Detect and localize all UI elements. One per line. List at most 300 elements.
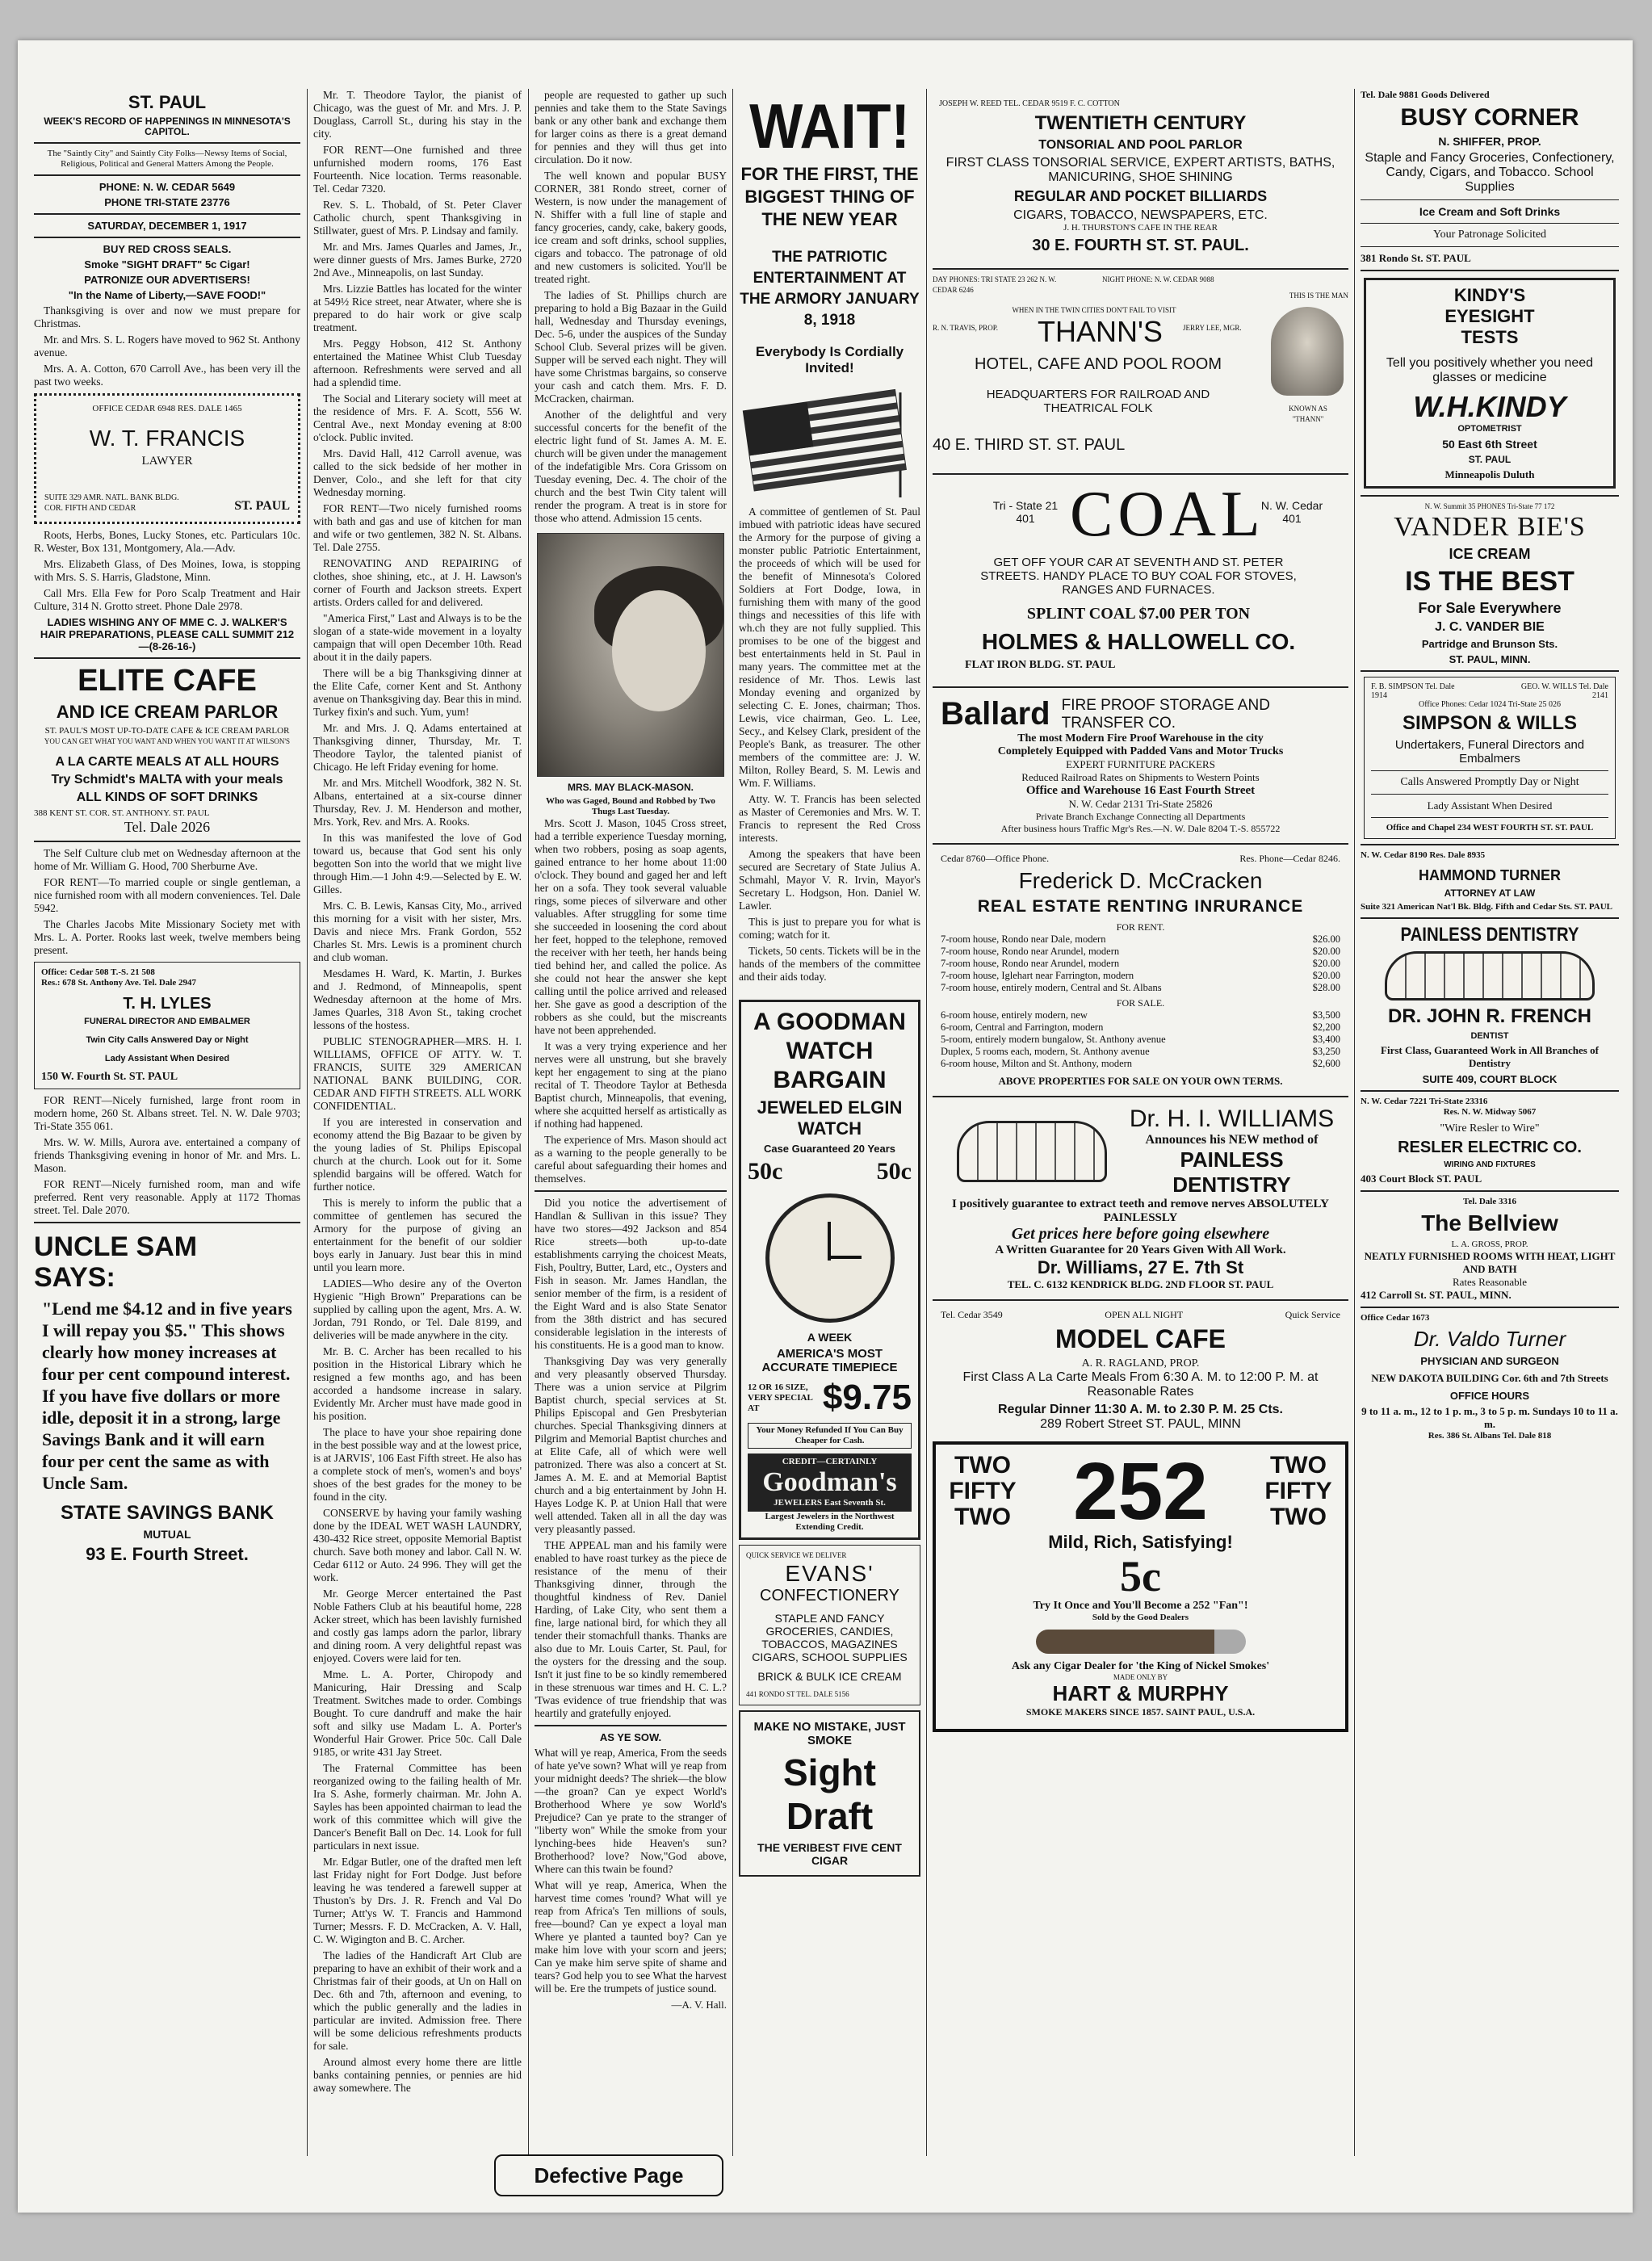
coal-ad [933,480,1348,682]
property-desc: Duplex, 5 rooms each, modern, St. Anthony avenue [941,1046,1150,1057]
cigar-since: SMOKE MAKERS SINCE 1857. SAINT PAUL, U.S.A. [1025,1706,1256,1718]
kindy-tests: TESTS [1461,327,1519,347]
elite-cafe-title: ELITE CAFE [78,664,257,698]
kindy-tell: Tell you positively whether you need glasses or medicine [1386,356,1594,384]
ballard-equipped: Completely Equipped with Padded Vans and Motor Trucks [997,745,1284,757]
francis-name: W. T. FRANCIS [89,426,245,451]
valdo-turner-hours-title: OFFICE HOURS [1449,1390,1530,1402]
cigar-252-ad [933,1441,1348,1732]
news-item: Mrs. Elizabeth Glass, of Des Moines, Iowa, is stopping with Mrs. S. S. Harris, Gladstone, Minn. [34,558,300,583]
evans-goods: STAPLE AND FANCY GROCERIES, CANDIES, TOBACCOS, MAGAZINES CIGARS, SCHOOL SUPPLIES [752,1612,908,1663]
simpson-wills-ad [1364,677,1616,839]
model-cafe-open: OPEN ALL NIGHT [1105,1309,1184,1320]
williams-painless: PAINLESS DENTISTRY [1172,1147,1291,1197]
model-cafe-name: MODEL CAFE [1055,1324,1226,1353]
francis-city: ST. PAUL [234,499,290,513]
news-item: FOR RENT—One furnished and three unfurnished modern rooms, 176 East Fourteenth. Nice location. Terms reasonable. Tel. Cedar 7320. [313,144,522,195]
property-row [941,946,1340,958]
column-3 [535,89,727,2011]
masthead-sub: WEEK'S RECORD OF HAPPENINGS IN MINNESOTA'S CAPITOL. [44,115,291,137]
news-item: THE APPEAL man and his family were enabled to have roast turkey as the piece de resistance of the menu of their Thanksgiving dinner, through the thoughtful kindness of Rev. Daniel Harding, of Lake City, who sent them a fine, large national bird, for which they all tender their stomachfull thanks. Thanks are also due to Mr. Louis Carter, St. Paul, for the oysters for the dressing and the soup. Isn't it just fine to be so kindly remembered in these strenuous war times and H. C. L.? 'Twas evidence of true friendship that was heartily and gratefully enjoyed. [535,1539,727,1719]
valdo-turner-title: PHYSICIAN AND SURGEON [1420,1355,1559,1367]
evans-icecream: BRICK & BULK ICE CREAM [757,1670,902,1683]
news-item: Mrs. David Hall, 412 Carroll avenue, was called to the sick bedside of her mother in Denver, Colo., and she left for that city Wednesday morning. [313,447,522,498]
news-item: The well known and popular BUSY CORNER, 381 Rondo street, corner of Western, is now under the management of N. Shiffer with a full line of staple and fancy groceries, candy, cake, bakery goods, ice cream and soft drinks, school supplies, cigars and tobacco. The patronage of old and new customers is solicited. You'll be treated right. [535,170,727,285]
vanderbie-sale: For Sale Everywhere [1418,600,1562,616]
property-row [941,1058,1340,1070]
thanns-this-man: THIS IS THE MAN [1289,292,1348,300]
news-item: This is merely to inform the public that a committee of gentlemen has secured the Armory for the purpose of giving an entertainment for the benefit of our soldier boys early in January. Just bear this in mind until you learn more. [313,1197,522,1273]
francis-address: SUITE 329 AMR. NATL. BANK BLDG. COR. FIFTH AND CEDAR [44,493,179,513]
thanns-address: 40 E. THIRD ST. ST. PAUL [933,436,1126,454]
kindy-ad [1364,278,1616,489]
williams-prices: Get prices here before going elsewhere [1011,1225,1270,1243]
poem-stanza: What will ye reap, America, From the seeds of hate ye've sown? What will ye reap from your midnight deeds? The shriek—the blow—the groan? Can ye expect World's Brotherhood Where ye sow World's Prejudice? Can ye prate to the stranger of "liberty won" While the smoke from your lynching-bees hide Heaven's sun? Brotherhood? love? Now,"God above, Where can this twain be found? [535,1747,727,1875]
simpson-phone: F. B. SIMPSON Tel. Dale 1914 [1371,682,1455,700]
portrait-caption: MRS. MAY BLACK-MASON. [567,782,694,793]
french-work: First Class, Guaranteed Work in All Branches of Dentistry [1381,1044,1599,1069]
vanderbie-owner: J. C. VANDER BIE [1435,620,1545,634]
mccracken-terms: ABOVE PROPERTIES FOR SALE ON YOUR OWN TERMS. [998,1075,1283,1087]
mccracken-name: Frederick D. McCracken [1018,868,1263,893]
evans-ad [739,1545,920,1705]
invited-line: Everybody Is Cordially Invited! [755,344,904,375]
williams-address: Dr. Williams, 27 E. 7th St [1037,1257,1244,1277]
news-item: In this was manifested the love of God toward us, because that God sent his only begotten Son into the world that we might live through Him.—1 John 4:9.—Selected by E. W. Gilles. [313,832,522,896]
ballard-branch: Private Branch Exchange Connecting all Departments [1035,811,1246,822]
property-row [941,1046,1340,1058]
valdo-turner-res: Res. 386 St. Albans Tel. Dale 818 [1428,1431,1552,1441]
phone-nw: PHONE: N. W. CEDAR 5649 [99,181,236,193]
bellview-tel: Tel. Dale 3316 [1463,1197,1516,1206]
news-item: Rev. S. L. Thobald, of St. Peter Claver Catholic church, spent Thanksgiving in Stillwater, guest of Mrs. P. Lindsay and family. [313,199,522,237]
bellview-prop: L. A. GROSS, PROP. [1451,1240,1528,1249]
model-cafe-address: 289 Robert Street ST. PAUL, MINN [1040,1417,1241,1431]
news-item: Mr. George Mercer entertained the Past Noble Fathers Club at his beautiful home, 228 Acker street, which has been lavishly furnished and costly gas lamps adorn the parlor, library and dining room. A very delightful repast was enjoyed. Covers were laid for ten. [313,1588,522,1664]
news-item: Around almost every home there are little banks containing pennies, or pennies are hid away somewhere. The [313,2056,522,2094]
elite-cafe-meals: A LA CARTE MEALS AT ALL HOURS [55,755,279,769]
property-price: $3,500 [1312,1009,1340,1021]
news-item: FOR RENT—Nicely furnished, large front room in modern home, 260 St. Albans street. Tel. N. W. Dale 9703; Tri-State 355 061. [34,1094,300,1132]
francis-title: LAWYER [141,455,193,468]
kindy-eyesight: EYESIGHT [1444,306,1535,326]
goodman-refund: Your Money Refunded If You Can Buy Cheaper for Cash. [748,1423,912,1449]
news-item: FOR RENT—Two nicely furnished rooms with bath and gas and use of kitchen for man and wife or two gentlemen, 382 N. St. Albans. Tel. Dale 2755. [313,502,522,553]
busy-corner-name: BUSY CORNER [1400,104,1579,131]
mccracken-business: REAL ESTATE RENTING INRURANCE [977,897,1304,916]
mccracken-for-sale: FOR SALE. [1116,997,1165,1009]
resler-slogan: "Wire Resler to Wire" [1440,1122,1540,1135]
busy-corner-patronage: Your Patronage Solicited [1432,229,1547,241]
vanderbie-best: IS THE BEST [1405,566,1574,597]
cigar-ask: Ask any Cigar Dealer for 'the King of Nickel Smokes' [1011,1660,1270,1672]
property-desc: 7-room house, Rondo near Arundel, modern [941,946,1120,957]
property-desc: 7-room house, entirely modern, Central and St. Albans [941,982,1162,993]
news-item: Mrs. C. B. Lewis, Kansas City, Mo., arrived this morning for a visit with her sister, Mrs. Davis and niece Mrs. Frank Gordon, 552 Charles St. Mrs. Lewis is a prominent church and club woman. [313,900,522,963]
goodman-guarantee: Case Guaranteed 20 Years [763,1143,896,1155]
sight-draft-note: Smoke "SIGHT DRAFT" 5c Cigar! [84,258,250,271]
model-cafe-prop: A. R. RAGLAND, PROP. [1081,1357,1200,1370]
francis-ad [34,393,300,524]
wait-headline: WAIT! [749,90,910,162]
property-price: $3,400 [1312,1034,1340,1045]
column-6 [1361,89,1619,1441]
cigar-made: MADE ONLY BY [1113,1673,1168,1681]
coal-directions: GET OFF YOUR CAR AT SEVENTH AND ST. PETER STREETS. HANDY PLACE TO BUY COAL FOR STOVES, RANGES AND FURNACES. [980,556,1297,597]
tc-cafe: J. H. THURSTON'S CAFE IN THE REAR [1063,223,1218,233]
goodman-price-left: 50c [748,1158,783,1185]
rent-list [941,933,1340,994]
property-desc: 7-room house, Iglehart near Farrington, modern [941,970,1134,981]
goodman-largest: Largest Jewelers in the Northwest Extending Credit. [765,1512,895,1532]
property-price: $3,250 [1312,1046,1340,1057]
coal-title: COAL [1070,479,1265,550]
patronize-note: PATRONIZE OUR ADVERTISERS! [84,274,250,286]
tc-services: FIRST CLASS TONSORIAL SERVICE, EXPERT ARTISTS, BATHS, MANICURING, SHOE SHINING [945,156,1335,184]
poem-title: AS YE SOW. [599,1731,662,1743]
goodman-watch: WATCH [786,1038,874,1064]
wills-phone: GEO. W. WILLS Tel. Dale 2141 [1520,682,1608,700]
masthead-desc: The "Saintly City" and Saintly City Folks—Newsy Items of Social, Religious, Political and General Matters Among the People. [47,149,287,169]
kindy-city: ST. PAUL [1468,454,1512,465]
mccracken-for-rent: FOR RENT. [1116,921,1165,933]
news-item: This is just to prepare you for what is coming; watch for it. [739,916,920,941]
news-item: Mr. and Mrs. S. L. Rogers have moved to 962 St. Anthony avenue. [34,333,300,359]
coal-tristate: Tri - State 21 401 [992,499,1059,525]
column-1 [34,89,300,1568]
ballard-rates: Reduced Railroad Rates on Shipments to Western Points [1021,771,1260,783]
cigar-two-fifty-two-right: TWO FIFTY TWO [1264,1452,1332,1530]
lyles-calls: Twin City Calls Answered Day or Night [86,1035,249,1045]
williams-dentist-ad [933,1102,1348,1294]
news-item: Call Mrs. Ella Few for Poro Scalp Treatment and Hair Culture, 314 N. Grotto street. Phone Dale 2978. [34,587,300,612]
resler-phones: N. W. Cedar 7221 Tri-State 23316 [1361,1097,1488,1106]
news-item: Atty. W. T. Francis has been selected as Master of Ceremonies and Mrs. W. T. Francis to represent the Red Cross interests. [739,793,920,844]
williams-tel: TEL. C. 6132 KENDRICK BLDG. 2ND FLOOR ST. PAUL [1007,1278,1274,1290]
williams-name: Dr. H. I. WILLIAMS [1129,1105,1335,1132]
wait-sub: FOR THE FIRST, THE BIGGEST THING OF THE NEW YEAR [740,164,919,229]
property-price: $26.00 [1312,933,1340,945]
mccracken-ad [933,849,1348,1091]
ballard-packers: EXPERT FURNITURE PACKERS [1066,758,1215,770]
sw-services: Undertakers, Funeral Directors and Embalmers [1394,738,1585,766]
lyles-office: Office: Cedar 508 T.-S. 21 508 [41,967,155,977]
cigar-try: Try It Once and You'll Become a 252 "Fan"! [1033,1600,1248,1612]
column-5 [933,89,1348,1732]
news-item: Another of the delightful and very successful concerts for the benefit of the electric light fund of St. James A. M. E. church will be given under the management of the indefatigible Mrs. Cora Grissom on Tuesday evening, Dec. 4. The choir of the church and the best Twin City talent will render the program. A treat is in store for those who attend. Admission 15 cents. [535,409,727,524]
vanderbie-icecream: ICE CREAM [1449,546,1531,562]
goodman-price: $9.75 [822,1378,912,1417]
thanns-day-phones: DAY PHONES: TRI STATE 23 262 N. W. CEDAR 6246 [933,275,1057,294]
twentieth-century-ad [933,94,1348,263]
property-desc: 6-room house, Milton and St. Anthony, modern [941,1058,1133,1069]
cigar-252: 252 [1073,1446,1208,1537]
property-desc: 5-room, entirely modern bungalow, St. Anthony avenue [941,1034,1166,1045]
property-price: $28.00 [1312,982,1340,993]
french-name: DR. JOHN R. FRENCH [1387,1005,1591,1027]
tc-billiards: REGULAR AND POCKET BILLIARDS [1013,188,1268,204]
lyles-title: FUNERAL DIRECTOR AND EMBALMER [84,1017,250,1026]
resler-wiring: WIRING AND FIXTURES [1444,1160,1536,1169]
vanderbie-phones: N. W. Summit 35 PHONES Tri-State 77 172 [1424,502,1555,510]
turner-name: HAMMOND TURNER [1419,867,1561,883]
news-item: people are requested to gather up such pennies and take them to the State Savings bank or any other bank and exchange them for larger coins as there is a great demand for pennies and they will thus get into circulation. Do it now. [535,89,727,166]
elite-cafe-line: YOU CAN GET WHAT YOU WANT AND WHEN YOU WANT IT AT WILSON'S [44,737,291,745]
tc-name: TWENTIETH CENTURY [1034,112,1247,134]
resler-name: RESLER ELECTRIC CO. [1398,1139,1582,1156]
tc-top: JOSEPH W. REED TEL. CEDAR 9519 F. C. COTTON [939,99,1120,108]
news-item: FOR RENT—Nicely furnished room, man and wife preferred. Rent very reasonable. Apply at 1172 Thomas street. Tel. Dale 2070. [34,1178,300,1216]
news-item: Thanksgiving is over and now we must prepare for Christmas. [34,304,300,329]
ballard-after: After business hours Traffic Mgr's Res.—N. W. Dale 8204 T.-S. 855722 [1000,823,1281,834]
newspaper-page [18,40,1633,2213]
thanns-visit: WHEN IN THE TWIN CITIES DON'T FAIL TO VISIT [1012,306,1176,314]
masthead: ST. PAUL [128,92,207,112]
ballard-office: Office and Warehouse 16 East Fourth Street [1025,784,1256,797]
uncle-sam-title: UNCLE SAM [34,1231,198,1262]
ballard-name: Ballard [941,696,1050,732]
coal-nw: N. W. Cedar 401 [1260,499,1323,525]
coal-company: HOLMES & HALLOWELL CO. [981,629,1296,654]
uncle-sam-says: SAYS: [34,1262,115,1293]
bank-name: STATE SAVINGS BANK [60,1502,274,1524]
kindy-branches: Minneapolis Duluth [1444,468,1535,480]
vanderbie-city: ST. PAUL, MINN. [1449,653,1531,665]
news-item: The Charles Jacobs Mite Missionary Society met with Mrs. L. A. Porter. Rooks last week, twelve members being present. [34,918,300,956]
turner-title: ATTORNEY AT LAW [1444,887,1536,899]
coal-price: SPLINT COAL $7.00 PER TON [1026,605,1251,623]
news-item: The Self Culture club met on Wednesday afternoon at the home of Mr. William G. Hood, 700 Sherburne Ave. [34,847,300,872]
news-item: Did you notice the advertisement of Handlan & Sullivan in this issue? They have two stores—492 Jackson and 854 Rice streets—both up-to-date establishments carrying the choicest Meats, Fish, Poultry, Butter, Lard, etc., Oysters and Fish in season. Mr. James Handlan, the senior member of the firm, is a resident of the Eight Ward and is also State Senator from the 38th district and has secured considerable legislation in the interests of his constituents. He is a good man to know. [535,1197,727,1351]
news-item: PUBLIC STENOGRAPHER—MRS. H. I. WILLIAMS, OFFICE OF ATTY. W. T. FRANCIS, SUITE 329 AMERICAN NATIONAL BANK BUILDING, COR. CEDAR AND FIFTH STREETS. ALL WORK CONFIDENTIAL. [313,1035,522,1112]
mccracken-res-phone: Res. Phone—Cedar 8246. [1239,853,1340,864]
vanderbie-streets: Partridge and Brunson Sts. [1421,638,1558,650]
goodman-logo: Goodman's [762,1467,897,1497]
lyles-lady: Lady Assistant When Desired [104,1054,230,1063]
bellview-name: The Bellview [1421,1210,1558,1235]
model-cafe-quick: Quick Service [1285,1309,1340,1320]
elite-cafe-malta: Try Schmidt's MALTA with your meals [51,773,283,787]
thanns-night-phone: NIGHT PHONE: N. W. CEDAR 9088 [1102,275,1214,283]
goodman-jewelers: JEWELERS East Seventh St. [774,1498,886,1508]
us-flag-image [739,384,920,497]
busy-corner-address: 381 Rondo St. ST. PAUL [1361,252,1471,264]
news-item: A committee of gentlemen of St. Paul imbued with patriotic ideas have secured the Armory for the purpose of giving a monster public Patriotic Entertainment, the proceeds of which will be used for the benefit of Minnesota's Colored Soldiers at Fort Dodge, Iowa, in furnishing them with many of the good things and necessities of this life with wh.ch they are not fully supplied. This promises to be one of the biggest and best entertainments held in St. Paul in many years. The committee met at the residence of Mr. Thos. Lewis last Monday evening and organized by selecting C. E. Jones, chairman; Thos. Lewis, vice chairman, Geo. L. Lee, Secy., and Kelsey Clark, president of the People's Bank, as treasurer. The other members of the committee are: J. W. Milton, Rolley Beard, S. M. Lewis and Wm. F. Williams. [739,505,920,789]
goodman-week: A WEEK [807,1331,853,1344]
news-item: "America First," Last and Always is to be the slogan of a state-wide movement in a loyalty campaign that will open December 10th. Read about it in the daily papers. [313,612,522,663]
kindy-optometrist: OPTOMETRIST [1457,424,1522,434]
news-item: Mr. and Mrs. J. Q. Adams entertained at Thanksgiving dinner, Thursday, Mr. T. Theodore Taylor, the talented pianist of Chicago. He left Friday evening for home. [313,722,522,773]
kindy-address: 50 East 6th Street [1442,438,1537,451]
elite-cafe-tel: Tel. Dale 2026 [124,819,211,835]
news-item: The Fraternal Committee has been reorganized owing to the failing health of Mr. Ira S. Ashe, formerly chairman. Mr. John A. Sayles has been appointed chairman to lead the work of this committee which will give the Dancer's Benefit Ball on Dec. 14. Look for full particulars in next issue. [313,1762,522,1852]
kindy-logo: W.H.KINDY [1413,390,1566,423]
goodman-title: A GOODMAN [753,1009,906,1035]
issue-date: SATURDAY, DECEMBER 1, 1917 [87,220,247,232]
armory-headline: THE PATRIOTIC ENTERTAINMENT AT THE ARMORY JANUARY 8, 1918 [740,249,920,329]
elite-cafe-address: 388 KENT ST. COR. ST. ANTHONY. ST. PAUL [34,808,210,818]
goodman-size: 12 OR 16 SIZE, VERY SPECIAL AT [748,1382,813,1413]
tc-cigars: CIGARS, TOBACCO, NEWSPAPERS, ETC. [1013,208,1268,222]
liberty-note: "In the Name of Liberty,—SAVE FOOD!" [68,289,266,301]
evans-address: 441 RONDO ST TEL. DALE 5156 [746,1690,849,1698]
property-row [941,1009,1340,1021]
portrait-photo [537,533,724,777]
property-price: $2,600 [1312,1058,1340,1069]
tc-sub: TONSORIAL AND POOL PARLOR [1038,138,1243,152]
french-painless: PAINLESS DENTISTRY [1400,924,1579,946]
valdo-turner-building: NEW DAKOTA BUILDING Cor. 6th and 7th Streets [1371,1372,1608,1384]
news-item: Mr. Edgar Butler, one of the drafted men left last Friday night for Fort Dodge. Just before leaving he was tendered a farewell supper at Thuston's by Drs. J. R. French and Val Do Turner; Att'ys W. T. Francis and Hammond Turner; Messrs. F. D. McCracken, A. V. Hall, C. W. Wigington and B. C. Archer. [313,1856,522,1945]
property-row [941,982,1340,994]
cigar-maker: HART & MURPHY [1052,1681,1229,1705]
valdo-turner-name: Dr. Valdo Turner [1413,1327,1566,1351]
property-desc: 6-room, Central and Farrington, modern [941,1021,1104,1033]
tc-address: 30 E. FOURTH ST. ST. PAUL. [1032,237,1249,254]
property-desc: 7-room house, Rondo near Arundel, modern [941,958,1120,969]
busy-corner-goods: Staple and Fancy Groceries, Confectionery, Candy, Cigars, and Tobacco. School Supplies [1365,151,1615,194]
sight-draft-top: MAKE NO MISTAKE, JUST SMOKE [753,1720,906,1747]
defective-page-label: Defective Page [494,2154,723,2196]
resler-address: 403 Court Block ST. PAUL [1361,1172,1482,1185]
turner-address: Suite 321 American Nat'l Bk. Bldg. Fifth and Cedar Sts. ST. PAUL [1361,902,1613,912]
kindy-name: KINDY'S [1453,285,1526,305]
busy-corner-top: Tel. Dale 9881 Goods Delivered [1361,89,1490,100]
model-cafe-hours: First Class A La Carte Meals From 6:30 A. M. to 12:00 P. M. at Reasonable Rates [962,1370,1319,1399]
busy-corner-prop: N. SHIFFER, PROP. [1438,135,1541,148]
goodman-bargain: BARGAIN [773,1067,887,1093]
turner-office: Office Cedar 1673 [1361,1313,1430,1323]
dentures-icon [1385,951,1595,1000]
poem-author: —A. V. Hall. [671,1999,727,2011]
sight-draft-tag: THE VERIBEST FIVE CENT CIGAR [757,1841,902,1867]
news-item: The place to have your shoe repairing done in the best possible way and at the lowest price, is at JARVIS', 106 East Fifth street. He also has a complete stock of men's, women's and boys' shoes of the best grades for the money to be found in the city. [313,1426,522,1503]
dentures-icon [957,1121,1107,1182]
bellview-rates: Rates Reasonable [1452,1276,1528,1288]
news-item: Roots, Herbs, Bones, Lucky Stones, etc. Particulars 10c. R. Wester, Box 131, Montgomery, Ala.—Adv. [34,529,300,554]
goodman-elgin: JEWELED ELGIN WATCH [757,1097,903,1139]
news-item: The experience of Mrs. Mason should act as a warning to the people generally to be careful about safeguarding their homes and themselves. [535,1134,727,1185]
thanns-name: THANN'S [1038,315,1163,348]
bank-mutual: MUTUAL [143,1528,191,1541]
property-row [941,1021,1340,1034]
elite-cafe-drinks: ALL KINDS OF SOFT DRINKS [76,791,258,804]
resler-res: Res. N. W. Midway 5067 [1443,1107,1537,1117]
ballard-modern: The most Modern Fire Proof Warehouse in the city [1017,732,1264,745]
lyles-ad [34,962,300,1089]
valdo-turner-hours: 9 to 11 a. m., 12 to 1 p. m., 3 to 5 p. m. Sundays 10 to 11 a. m. [1361,1405,1618,1430]
column-2 [313,89,522,2098]
evans-service: QUICK SERVICE WE DELIVER [746,1551,847,1559]
thann-portrait [1271,307,1344,396]
property-price: $20.00 [1312,958,1340,969]
vanderbie-name: VANDER BIE'S [1394,512,1586,542]
ballard-ad [933,693,1348,838]
phone-tri: PHONE TRI-STATE 23776 [104,196,230,208]
news-item: Tickets, 50 cents. Tickets will be in the hands of the members of the committee and their aids today. [739,945,920,983]
news-item: Mr. T. Theodore Taylor, the pianist of Chicago, was the guest of Mr. and Mrs. J. P. Douglass, Carroll St., during his stay in the city. [313,89,522,140]
cigar-sold: Sold by the Good Dealers [1092,1613,1189,1622]
property-row [941,958,1340,970]
bank-address: 93 E. Fourth Street. [86,1544,249,1564]
lyles-name: T. H. LYLES [123,995,212,1013]
property-desc: 6-room house, entirely modern, new [941,1009,1088,1021]
news-item: Mr. and Mrs. James Quarles and James, Jr., were dinner guests of Mrs. James Burke, 2720 2nd Ave., Minneapolis, on last Sunday. [313,241,522,279]
news-item: FOR RENT—To married couple or single gentleman, a nice furnished room with all modern conveniences. Tel. Dale 5942. [34,876,300,914]
cigar-mild: Mild, Rich, Satisfying! [1048,1532,1233,1552]
news-item: Mme. L. A. Porter, Chiropody and Manicuring, Hair Dressing and Scalp Treatment. Switches made to order. Combings Bought. To cure dandruff and make the hair soft and silky use Madam L. A. Porter's Wonderful Hair Grower. Price 50c. Call Dale 9185, or write 431 Jay Street. [313,1668,522,1758]
news-item: Mr. and Mrs. Mitchell Woodfork, 382 N. St. Albans, entertained at a six-course dinner Thursday, Rev. J. M. Henderson and mother, Mrs. York, Rev. and Mrs. A. Rooks. [313,777,522,828]
news-item: CONSERVE by having your family washing done by the IDEAL WET WASH LAUNDRY, 430-432 Rice street, opposite Memorial Baptist church. Save both money and labor. Call N. W. Cedar 6112 or Auto. 24 996. They will get the work. [313,1507,522,1584]
busy-corner-icecream: Ice Cream and Soft Drinks [1419,205,1561,218]
bellview-address: 412 Carroll St. ST. PAUL, MINN. [1361,1289,1512,1301]
news-item: Thanksgiving Day was very generally and very pleasantly observed Thursday. There was a union service at Pilgrim Baptist church, special services at St. Philips Episcopal and Gen Presbyterian churches. Special Thanksgiving dinners at Pilgrim and Memorial Baptist churches and at Elite Cafe, all of which were well patronized. There was also a concert at St. James A. M. E. and at Memorial Baptist church and a big entertainment by John H. Hayes Lodge K. P. at Union Hall that were well attended. Taken all in all the day was very pleasantly passed. [535,1355,727,1535]
red-cross-note: BUY RED CROSS SEALS. [103,243,232,255]
cigar-price: 5c [1120,1552,1161,1600]
williams-announce: Announces his NEW method of [1145,1133,1319,1147]
coal-address: FLAT IRON BLDG. ST. PAUL [965,659,1116,671]
sw-calls: Calls Answered Promptly Day or Night [1400,776,1579,788]
french-suite: SUITE 409, COURT BLOCK [1422,1073,1558,1085]
news-item: RENOVATING AND REPAIRING of clothes, shoe shining, etc., at J. H. Lawson's corner of Fourth and Jackson streets. Expert artists. Orders called for and delivered. [313,557,522,608]
news-item: LADIES—Who desire any of the Overton Hygienic "High Brown" Preparations can be supplied by calling upon the agent, Mrs. A. W. Jordan, 791 Rondo, or Tel. Dale 8199, and deliveries will be made anywhere in the city. [313,1277,522,1341]
news-item: The Social and Literary society will meet at the residence of Mrs. F. A. Scott, 556 W. Central Ave., next Monday evening at 8:00 o'clock. Public invited. [313,392,522,443]
evans-name: EVANS' [785,1561,874,1586]
elite-cafe-sub: AND ICE CREAM PARLOR [56,702,279,722]
elite-cafe-line: ST. PAUL'S MOST UP-TO-DATE CAFE & ICE CREAM PARLOR [44,726,290,736]
sw-lady: Lady Assistant When Desired [1427,799,1553,812]
sw-address: Office and Chapel 234 WEST FOURTH ST. ST. PAUL [1386,823,1594,833]
walker-notice: LADIES WISHING ANY OF MME C. J. WALKER'S HAIR PREPARATIONS, PLEASE CALL SUMMIT 212 —(8-26-16-) [40,616,295,652]
bellview-rooms: NEATLY FURNISHED ROOMS WITH HEAT, LIGHT AND BATH [1364,1250,1616,1275]
goodman-price-right: 50c [876,1158,912,1185]
goodman-watch-ad [739,1000,920,1540]
property-desc: 7-room house, Rondo near Dale, modern [941,933,1106,945]
ballard-storage: FIRE PROOF STORAGE AND TRANSFER CO. [1061,696,1270,732]
sale-list [941,1009,1340,1070]
evans-confectionery: CONFECTIONERY [760,1587,899,1605]
model-cafe-ad [933,1306,1348,1435]
property-price: $20.00 [1312,970,1340,981]
thanns-prop: R. N. TRAVIS, PROP. [933,324,998,332]
news-item: It was a very trying experience and her nerves were all unstrung, but she bravely kept her engagement to sing at the piano recital of T. Theodore Taylor at Bethesda Baptist church, Minneapolis, that evening, where she acquitted herself as artistically as if nothing had happened. [535,1040,727,1130]
thanns-headquarters: HEADQUARTERS FOR RAILROAD AND THEATRICAL FOLK [986,388,1210,415]
sight-draft-ad [739,1710,920,1877]
model-cafe-tel: Tel. Cedar 3549 [941,1309,1003,1320]
goodman-accurate: AMERICA'S MOST ACCURATE TIMEPIECE [761,1347,898,1374]
cigar-icon [1036,1630,1246,1654]
news-item: Mrs. W. W. Mills, Aurora ave. entertained a company of friends Thanksgiving evening in honor of Mr. and Mrs. L. Mason. [34,1136,300,1174]
lyles-res: Res.: 678 St. Anthony Ave. Tel. Dale 2947 [41,978,197,988]
francis-phone: OFFICE CEDAR 6948 RES. DALE 1465 [92,404,242,413]
property-row [941,970,1340,982]
mccracken-office-phone: Cedar 8760—Office Phone. [941,853,1050,864]
turner-phones: N. W. Cedar 8190 Res. Dale 8935 [1361,850,1486,860]
lyles-address: 150 W. Fourth St. ST. PAUL [41,1071,178,1083]
column-4 [739,89,920,1881]
sw-name: SIMPSON & WILLS [1403,712,1577,734]
sight-draft-name: Sight Draft [783,1751,876,1837]
news-item: Mr. B. C. Archer has been recalled to his position in the Historical Library which he resigned a few months ago, and has been accorded a handsome increase in salary. Evidently Mr. Archer must have made good in his position. [313,1345,522,1422]
news-item: There will be a big Thanksgiving dinner at the Elite Cafe, corner Kent and St. Anthony avenue on Thanksgiving day. Bear this in mind. Turkey fixin's and such. Yum, yum! [313,667,522,718]
williams-guarantee: I positively guarantee to extract teeth and remove nerves ABSOLUTELY PAINLESSLY [951,1198,1330,1224]
news-item: The ladies of the Handicraft Art Club are preparing to have an exhibit of their work and a Christmas fair of their goods, at Un on Hall on Dec. 6th and 7th, afternoon and evening, to which the public generally and the ladies in particular are invited. Admission free. There will be some delicious refreshments products for sale. [313,1949,522,2052]
thanns-ad [933,275,1348,468]
news-item: Mrs. Lizzie Battles has located for the winter at 549½ Rice street, near Atwater, where she is prepared to do hair work or give scalp treatment. [313,283,522,333]
poem-stanza: What will ye reap, America, When the harvest time comes 'round? What will ye reap from Africa's Ten millions of souls, free—bound? Can ye expect a loyal man Where ye planted a taunted boy? Can ye make him love with your scorn and jeers; Can ye make him serve spite of shame and tears? God help you to see What the harvest will be. Ere the trumpets of justice sound. [535,1879,727,1995]
property-row [941,1034,1340,1046]
news-item: Mrs. A. A. Cotton, 670 Carroll Ave., has been very ill the past two weeks. [34,363,300,388]
